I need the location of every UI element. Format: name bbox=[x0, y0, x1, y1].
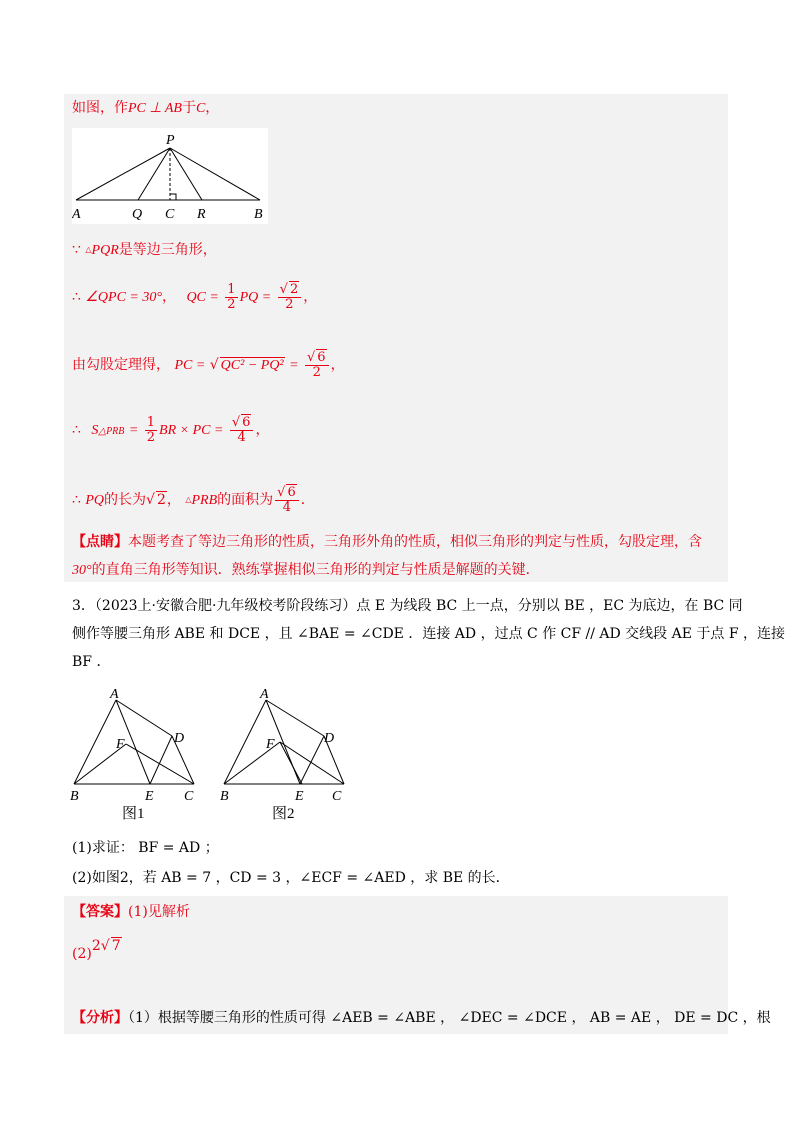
figure-1 bbox=[66, 684, 206, 824]
label-a: A bbox=[72, 207, 81, 222]
qc-line: ∴ ∠QPC = 30°， QC = $\frac{1}{2}$ PQ = $\frac{√ 2}{2}$ ， bbox=[72, 281, 318, 312]
solution-intro-line: 如图，作PC ⊥ AB于C， bbox=[72, 100, 220, 116]
fig2-caption: 图2 bbox=[272, 806, 295, 822]
analysis-line: 【分析】（1）根据等腰三角形的性质可得 ∠AEB = ∠ABE ， ∠DEC = ∠DCE ， AB = AE ， DE = DC ，根 bbox=[72, 1010, 771, 1026]
note-line-2: 30°的直角三角形等知识．熟练掌握相似三角形的判定与性质是解题的关键． bbox=[72, 562, 540, 578]
fig1-label-e: E bbox=[145, 789, 154, 804]
problem3-line-1: 3．（2023上·安徽合肥·九年级校考阶段练习）点 E 为线段 BC 上一点，分别以 BE ，EC 为底边，在 BC 同 bbox=[72, 598, 743, 614]
fig1-label-c: C bbox=[184, 789, 194, 804]
problem3-line-2: 侧作等腰三角形 ABE 和 DCE ，且 ∠BAE = ∠CDE ．连接 AD ，过点 C 作 CF // AD 交线段 AE 于点 F ，连接 bbox=[72, 626, 786, 642]
question-1: (1)求证： BF = AD ； bbox=[72, 840, 219, 856]
area-line: ∴ S△PRB = $\frac{1}{2}$ BR × PC = $\frac{√ 6}{4}$ ， bbox=[72, 414, 270, 445]
note-line-1: 【点睛】本题考查了等边三角形的性质，三角形外角的性质，相似三角形的判定与性质，勾股定理，含 bbox=[72, 534, 702, 550]
label-c: C bbox=[165, 207, 175, 222]
triangle-pqr-figure bbox=[72, 128, 268, 224]
fig1-label-b: B bbox=[70, 789, 79, 804]
fig2-label-b: B bbox=[220, 789, 229, 804]
fig1-label-d: D bbox=[174, 731, 185, 746]
fig2-label-d: D bbox=[324, 731, 335, 746]
fig1-label-a: A bbox=[110, 687, 119, 702]
answer-line-1: 【答案】(1)见解析 bbox=[72, 904, 190, 920]
fig2-label-f: F bbox=[266, 737, 275, 752]
final-line: ∴ PQ的长为√ 2， △PRB的面积为 $\frac{√ 6}{4}$ ． bbox=[72, 484, 315, 515]
fig2-label-a: A bbox=[260, 687, 269, 702]
fig1-caption: 图1 bbox=[122, 806, 145, 822]
answer-line-2: (2)2√ 7 bbox=[72, 938, 121, 962]
label-p: P bbox=[166, 133, 175, 148]
because-line: ∵ △PQR是等边三角形， bbox=[72, 242, 217, 258]
fig1-label-f: F bbox=[116, 737, 125, 752]
problem3-line-3: BF ． bbox=[72, 654, 111, 670]
pythagorean-line: 由勾股定理得， PC = √ QC² − PQ² = $\frac{√ 6}{2}$ ， bbox=[72, 349, 345, 380]
label-r: R bbox=[197, 207, 206, 222]
label-q: Q bbox=[132, 207, 143, 222]
question-2: (2)如图2，若 AB = 7 ，CD = 3 ，∠ECF = ∠AED ，求 BE 的长． bbox=[72, 870, 510, 886]
label-b: B bbox=[254, 207, 263, 222]
figure-2 bbox=[216, 684, 356, 824]
fig2-label-c: C bbox=[332, 789, 342, 804]
fig2-label-e: E bbox=[295, 789, 304, 804]
